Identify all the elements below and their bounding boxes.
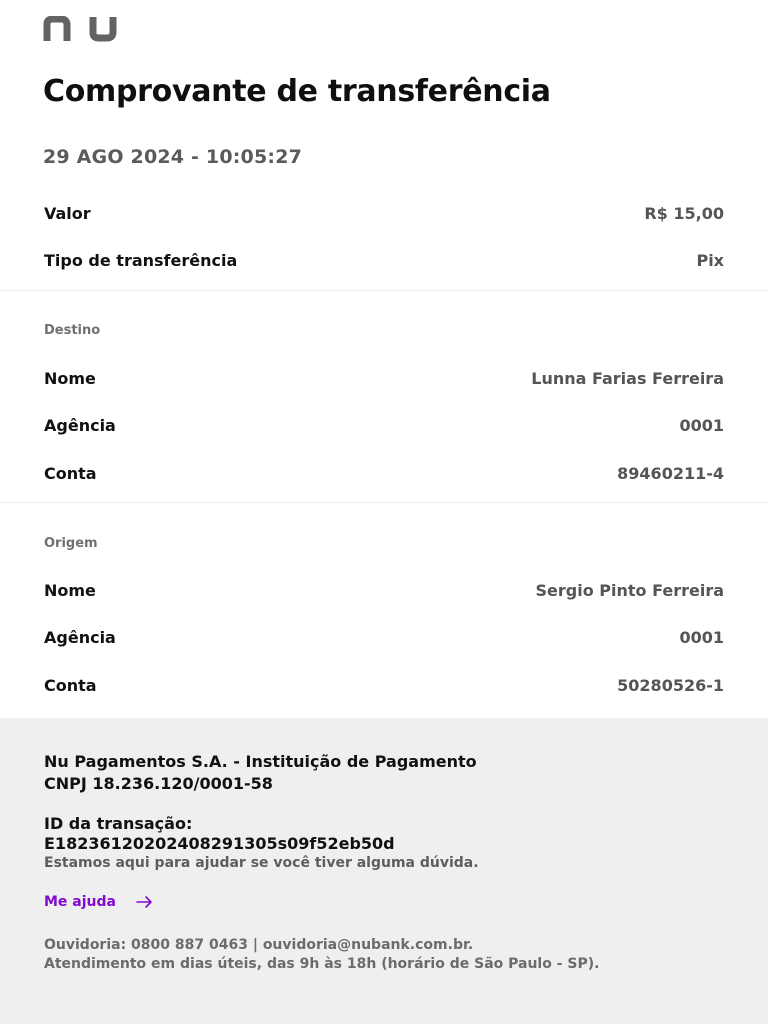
transaction-id-label: ID da transação:: [44, 814, 193, 833]
origin-agency-row: [44, 625, 724, 649]
destination-account-value: 89460211-4: [617, 463, 724, 483]
origin-name-row: [44, 578, 724, 602]
value-label: Valor: [44, 203, 91, 223]
destination-name-value: Lunna Farias Ferreira: [531, 368, 724, 388]
origin-account-value: 50280526-1: [617, 675, 724, 695]
ombudsman-info: [44, 936, 734, 974]
destination-heading: Destino: [44, 323, 101, 338]
divider: [0, 502, 768, 503]
transfer-type-label: Tipo de transferência: [44, 250, 238, 270]
arrow-right-icon: [136, 895, 154, 909]
help-link-label: Me ajuda: [44, 894, 116, 910]
page-title: Comprovante de transferência: [43, 74, 551, 109]
transfer-datetime: 29 AGO 2024 - 10:05:27: [43, 146, 303, 168]
destination-agency-value: 0001: [679, 415, 724, 435]
origin-name-value: Sergio Pinto Ferreira: [535, 580, 724, 600]
destination-name-row: [44, 366, 724, 390]
ombudsman-contact: Ouvidoria: 0800 887 0463 | ouvidoria@nubank.com.br.: [44, 937, 474, 953]
company-cnpj: CNPJ 18.236.120/0001-58: [44, 774, 273, 793]
destination-agency-row: [44, 413, 724, 437]
transaction-id-block: [44, 814, 395, 854]
destination-account-row: [44, 461, 724, 485]
origin-agency-value: 0001: [679, 627, 724, 647]
transfer-type-value: Pix: [696, 250, 724, 270]
transfer-type-row: [44, 248, 724, 272]
origin-agency-label: Agência: [44, 627, 116, 647]
origin-name-label: Nome: [44, 580, 96, 600]
origin-heading: Origem: [44, 536, 98, 551]
company-name: Nu Pagamentos S.A. - Instituição de Pagamento: [44, 752, 477, 771]
help-link[interactable]: [44, 894, 154, 910]
ombudsman-hours: Atendimento em dias úteis, das 9h às 18h (horário de São Paulo - SP).: [44, 956, 600, 972]
origin-account-label: Conta: [44, 675, 97, 695]
receipt-footer: [0, 718, 768, 1024]
transaction-id-value: E18236120202408291305s09f52eb50d: [44, 834, 395, 853]
company-info: [44, 751, 477, 795]
help-text: Estamos aqui para ajudar se você tiver alguma dúvida.: [44, 855, 479, 871]
divider: [0, 290, 768, 291]
origin-account-row: [44, 673, 724, 697]
destination-account-label: Conta: [44, 463, 97, 483]
destination-name-label: Nome: [44, 368, 96, 388]
value-amount: R$ 15,00: [644, 203, 724, 223]
value-row: [44, 201, 724, 225]
nubank-logo: [43, 16, 131, 42]
destination-agency-label: Agência: [44, 415, 116, 435]
